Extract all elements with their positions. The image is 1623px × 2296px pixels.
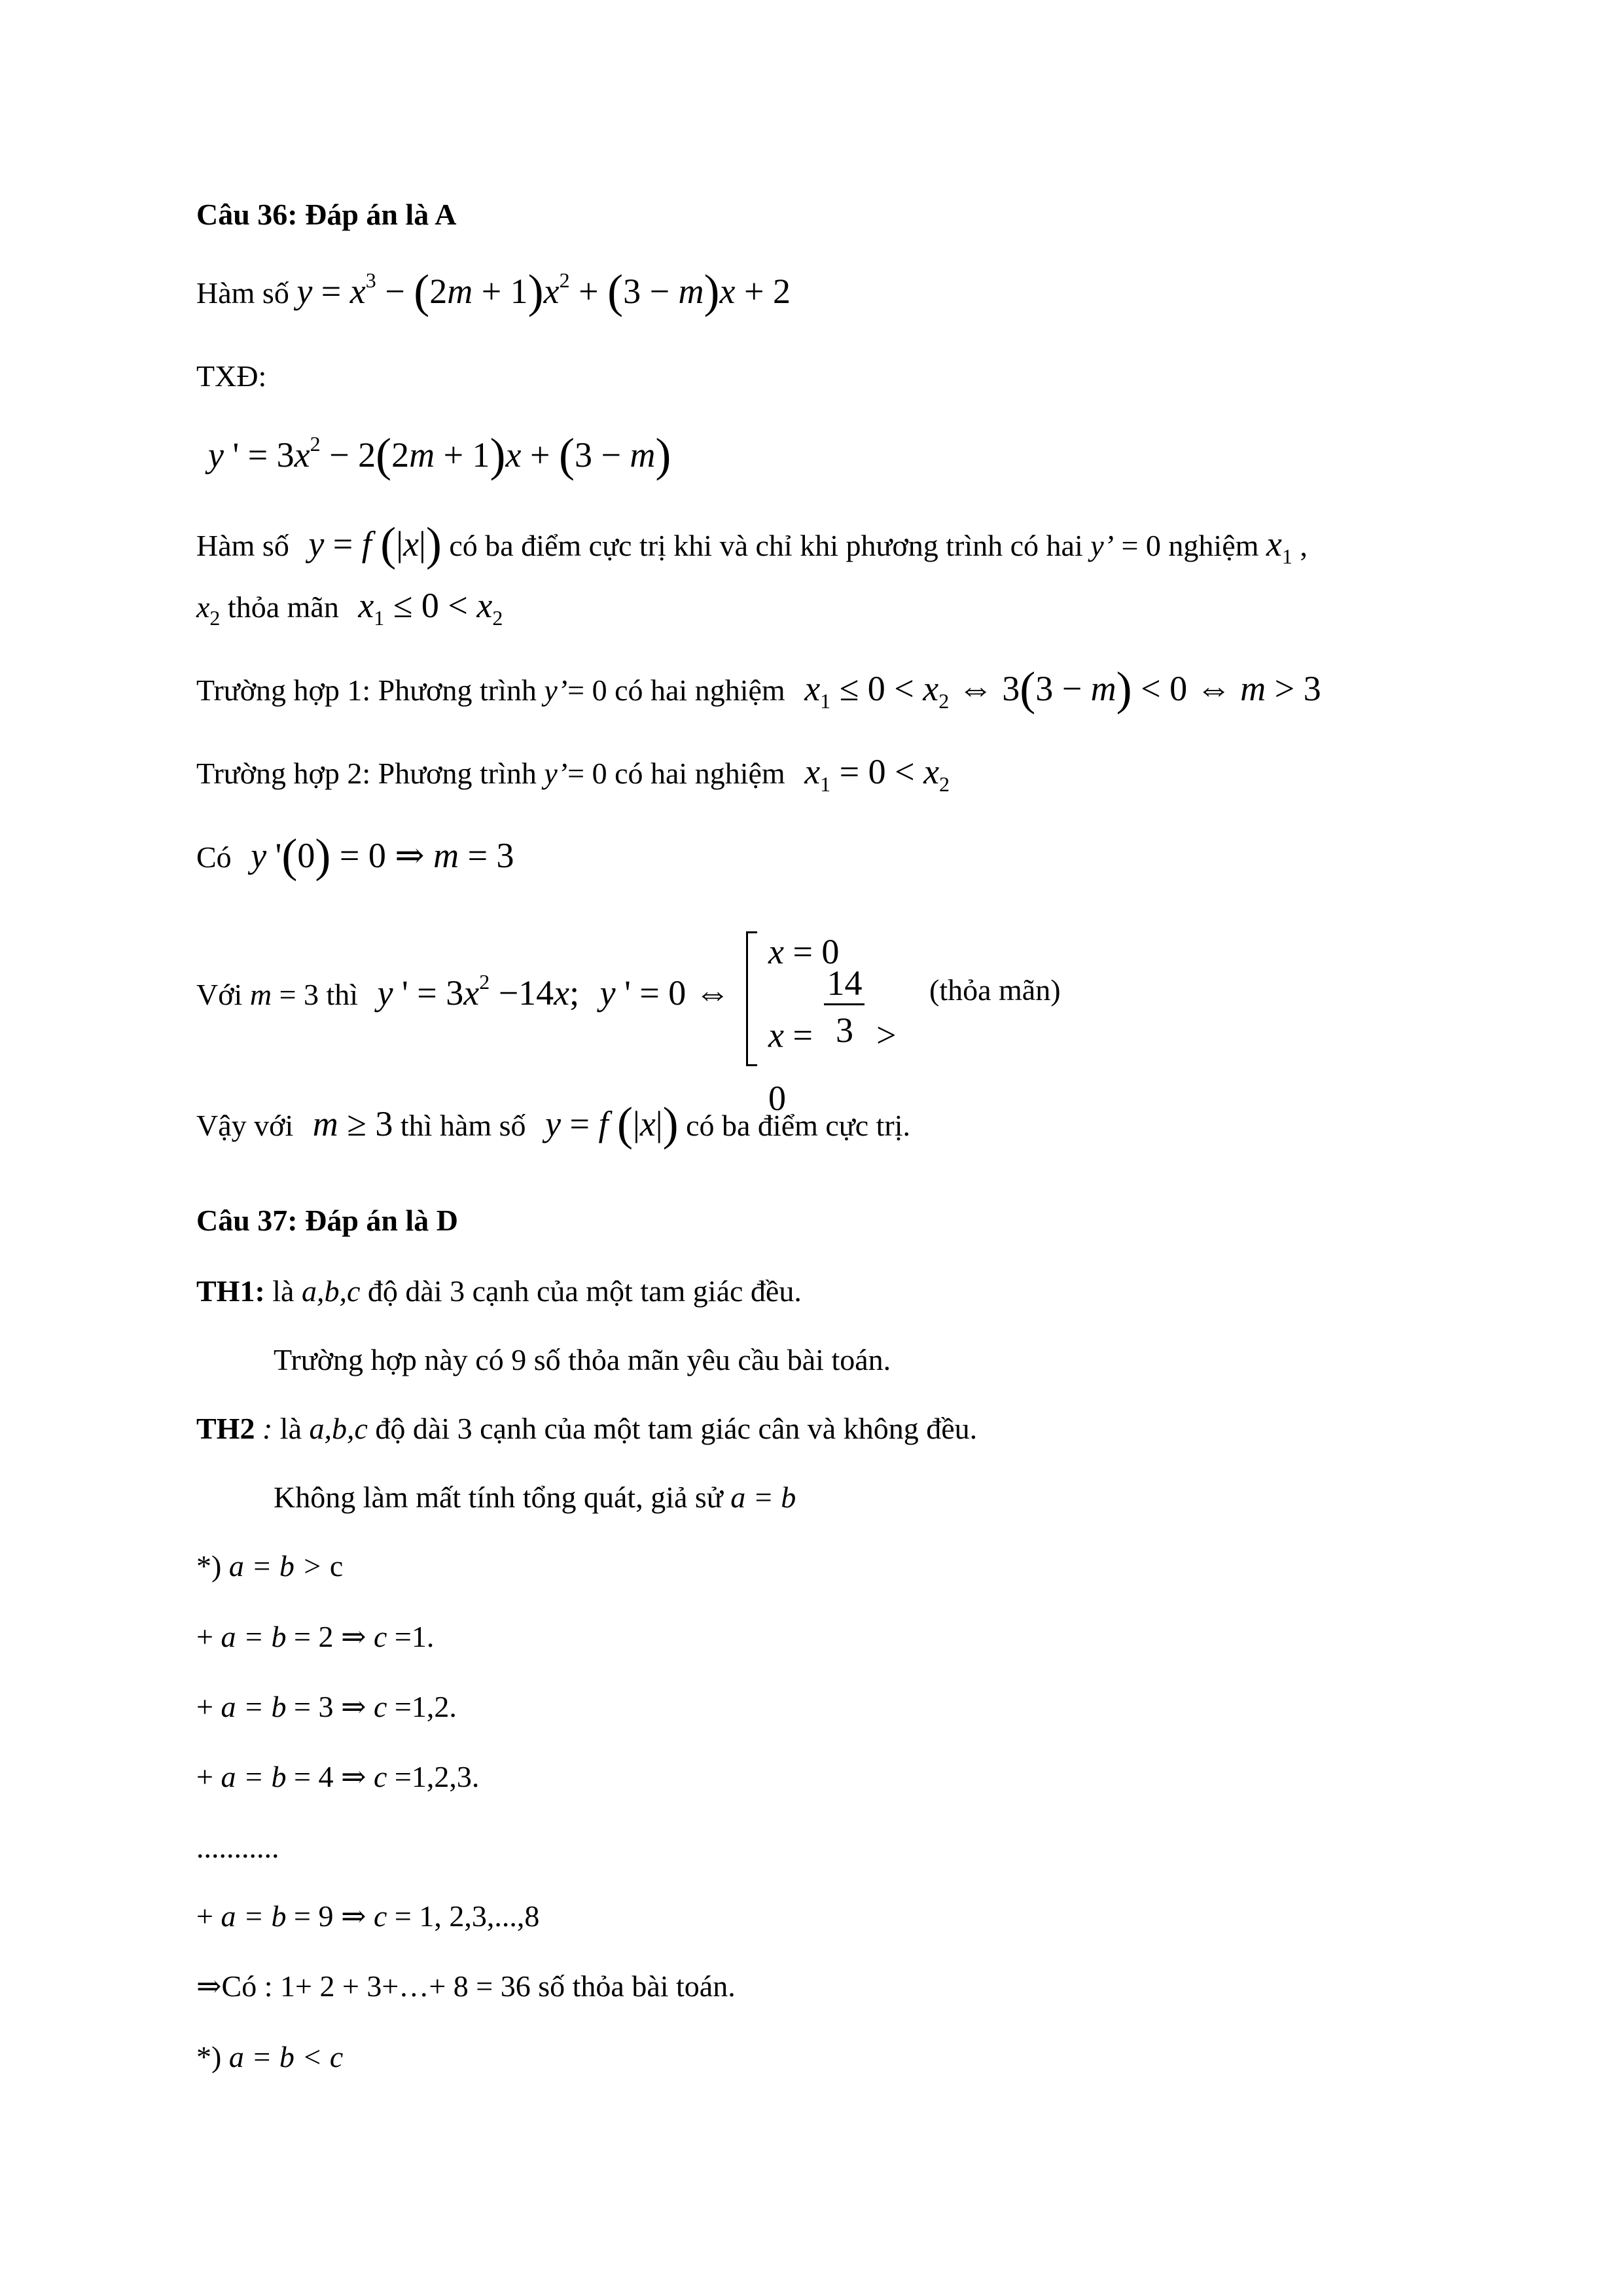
q37-case1: *) a = b > c (196, 1549, 344, 1583)
q37-th2: TH2 : là a,b,c độ dài 3 cạnh của một tam giác cân và không đều. (196, 1412, 978, 1445)
q37-dots: ........... (196, 1831, 279, 1864)
q36-condition-line-2: $x_2$ thỏa mãn $x_1 \le 0 < x_2$ (196, 586, 503, 630)
q37-wlog: Không làm mất tính tổng quát, giả sử a = b (274, 1480, 796, 1514)
thoa-man-note: (thỏa mãn) (929, 973, 1061, 1007)
q36-derivative (196, 429, 671, 481)
q36-heading: Câu 36: Đáp án là A (196, 198, 457, 231)
q37-row-2: + a = b = 3 ⇒ c =1,2. (196, 1690, 457, 1723)
q36-conclusion: Vậy với m ≥ 3 thì hàm số y = f (|x|) có ba điểm cực trị. (196, 1098, 911, 1150)
q36-voi-line: Với m = 3 thì y ' = $3x^2 -14x$; y ' = 0 ⇔ (196, 970, 730, 1013)
function-formula: $y = x^3 - (2m + 1)x^2 + (3 - m)x + 2$ (296, 265, 791, 317)
q37-case2: *) a = b < c (196, 2040, 344, 2073)
q36-case-1: Trường hợp 1: Phương trình y’= 0 có hai nghiệm $x_1 \le 0 < x_2$ ⇔ 3(3 − m) < 0 ⇔ m > 3 (196, 662, 1321, 715)
q37-row-3: + a = b = 4 ⇒ c =1,2,3. (196, 1760, 480, 1793)
implies-icon: ⇒ (196, 1969, 222, 2003)
q36-txd: TXĐ: (196, 359, 267, 393)
q37-th1-note: Trường hợp này có 9 số thỏa mãn yêu cầu bài toán. (274, 1343, 891, 1376)
q36-function-line: Hàm số $y = x^3 - (2m + 1)x^2 + (3 - m)x + 2$ (196, 265, 791, 317)
q36-case-2: Trường hợp 2: Phương trình y’= 0 có hai nghiệm $x_1 = 0 < x_2$ (196, 752, 950, 796)
solution-system: x = 0 x = $\frac{14}{3}$ > 0 (746, 926, 916, 1070)
q37-heading: Câu 37: Đáp án là D (196, 1204, 459, 1237)
q36-co-line: Có y '(0) = 0 ⇒ m = 3 (196, 829, 514, 882)
q37-row-4: + a = b = 9 ⇒ c = 1, 2,3,...,8 (196, 1899, 540, 1933)
q37-th1: TH1: là a,b,c độ dài 3 cạnh của một tam giác đều. (196, 1274, 802, 1308)
q37-sum: ⇒Có : 1+ 2 + 3+…+ 8 = 36 số thỏa bài toán. (196, 1969, 736, 2003)
system-bracket (746, 931, 757, 1066)
q36-condition-line: Hàm số y = f (|x|) có ba điểm cực trị khi và chỉ khi phương trình có hai y’ = 0 nghiệm $x_1$ , (196, 518, 1308, 570)
q37-row-1: + a = b = 2 ⇒ c =1. (196, 1620, 435, 1653)
derivative-formula: y ' = $3x^2 - 2(2m + 1)x + (3 - m)$ (208, 429, 671, 481)
